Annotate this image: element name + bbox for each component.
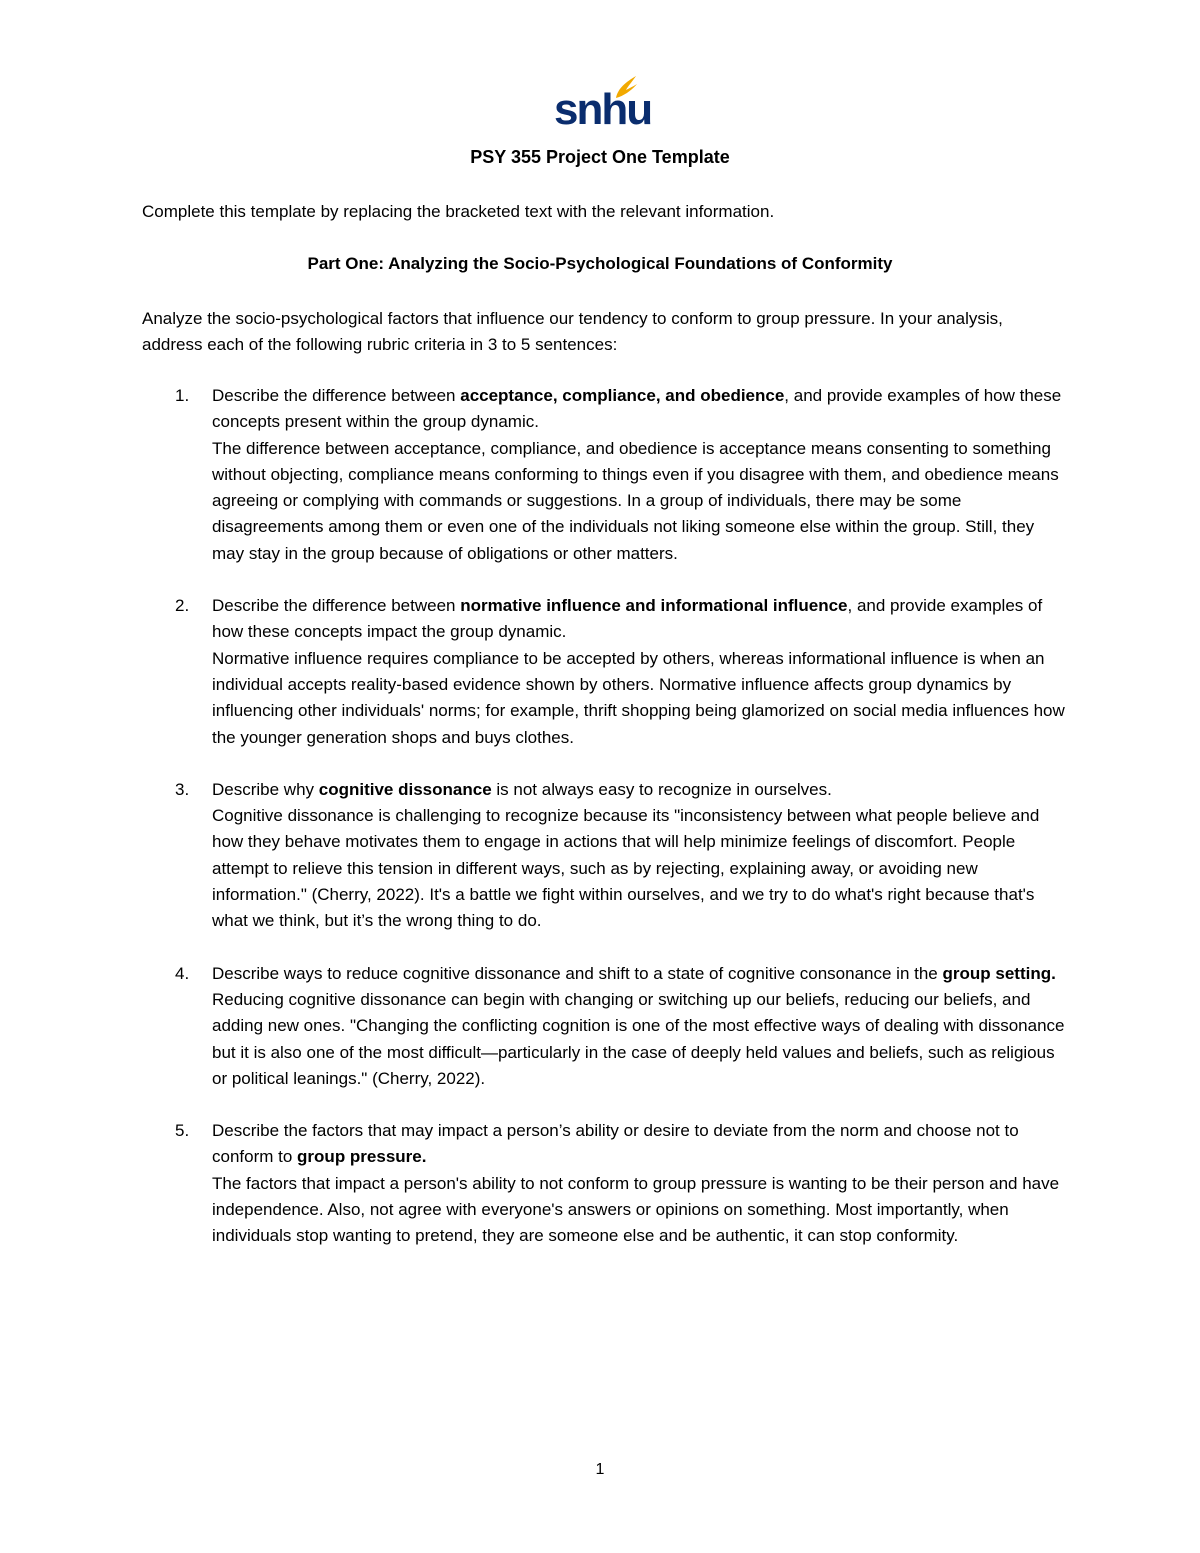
question-keyword: acceptance, compliance, and obedience [460, 386, 785, 405]
item-number: 3. [175, 779, 190, 799]
item-answer: Cognitive dissonance is challenging to recognize because its "inconsistency between what people believe and how they behave motivates them to engage in actions that will help minimize feelings of discomfort. People attempt to relieve this tension in different ways, such as by rejecting, explaining away, or avoiding new information." (Cherry, 2022). It's a battle we fight within ourselves, and we try to do what's right because that's what we think, but it’s the wrong thing to do. [212, 806, 1040, 931]
item-number: 2. [175, 596, 190, 616]
item-question: Describe the difference between acceptance, compliance, and obedience, and provide examples of how these concepts present within the group dynamic. [212, 386, 1062, 432]
question-keyword: group pressure. [297, 1147, 427, 1167]
item-number: 4. [175, 963, 190, 983]
item-question: Describe the difference between normative influence and informational influence, and provide examples of how these concepts impact the group dynamic. [212, 596, 1043, 642]
item-answer: The factors that impact a person's ability to not conform to group pressure is wanting to be their person and have independence. Also, not agree with everyone's answers or opinions on something. Most importantly, when individuals stop wanting to pretend, they are someone else and be authentic, it can stop conformity. [212, 1173, 1060, 1246]
question-keyword: group setting. [942, 963, 1056, 983]
intro-text: Complete this template by replacing the bracketed text with the relevant information. [142, 202, 775, 221]
rubric-list [142, 383, 1067, 1276]
item-answer: Normative influence requires compliance to be accepted by others, whereas informational influence is when an individual accepts reality-based evidence shown by others. Normative influence affects group dynamics by influencing other individuals' norms; for example, thrift shopping being glamorized on social media influences how the younger generation shops and buys clothes. [212, 648, 1065, 747]
item-answer: Reducing cognitive dissonance can begin with changing or switching up our beliefs, reducing our beliefs, and adding new ones. "Changing the conflicting cognition is one of the most effective ways of dealing with dissonance but it is also one of the most difficult—particularly in the case of deeply held values and beliefs, such as religious or political leanings." (Cherry, 2022). [212, 989, 1065, 1088]
item-question: Describe the factors that may impact a person’s ability or desire to deviate from the norm and choose not to conform to group pressure. [212, 1121, 1019, 1167]
item-question: Describe why cognitive dissonance is not always easy to recognize in ourselves. [212, 779, 832, 799]
question-keyword: normative influence and informational influence [460, 596, 848, 616]
page-number: 1 [595, 1461, 605, 1478]
part-heading: Part One: Analyzing the Socio-Psychological Foundations of Conformity [307, 254, 893, 273]
item-number: 1. [175, 386, 190, 405]
item-question: Describe ways to reduce cognitive dissonance and shift to a state of cognitive consonance in the group setting. [212, 963, 1056, 983]
list-item [142, 383, 1067, 567]
list-item [142, 777, 1067, 935]
item-answer: The difference between acceptance, compliance, and obedience is acceptance means consenting to something without objecting, compliance means conforming to things even if you disagree with them, and obedience means agreeing or complying with commands or suggestions. In a group of individuals, there may be some disagreements among them or even one of the individuals not liking someone else within the group. Still, they may stay in the group because of obligations or other matters. [212, 438, 1059, 563]
list-item [142, 593, 1067, 751]
logo-wordmark: snhu [554, 85, 652, 134]
document-title: PSY 355 Project One Template [470, 147, 730, 167]
list-item [142, 961, 1067, 1092]
list-item [142, 1118, 1067, 1249]
snhu-logo [554, 74, 652, 134]
item-number: 5. [175, 1121, 190, 1141]
question-keyword: cognitive dissonance [318, 779, 492, 799]
analyze-paragraph: Analyze the socio-psychological factors that influence our tendency to conform to group pressure. In your analysis, address each of the following rubric criteria in 3 to 5 sentences: [142, 309, 1003, 355]
